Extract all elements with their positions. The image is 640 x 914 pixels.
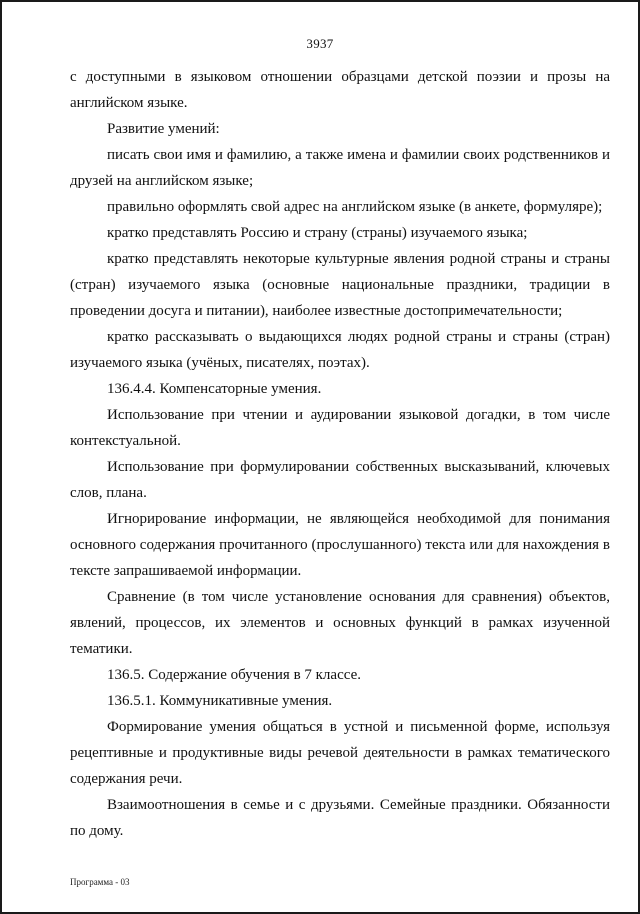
paragraph: Сравнение (в том числе установление основания для сравнения) объектов, явлений, процессов, их элементов и основных функций в рамках изученной тематики. bbox=[70, 589, 610, 657]
paragraph: писать свои имя и фамилию, а также имена и фамилии своих родственников и друзей на английском языке; bbox=[70, 147, 610, 189]
paragraph: правильно оформлять свой адрес на английском языке (в анкете, формуляре); bbox=[107, 199, 603, 215]
paragraph: Формирование умения общаться в устной и письменной форме, используя рецептивные и продуктивные виды речевой деятельности в рамках тематического содержания речи. bbox=[70, 719, 610, 787]
scan-border-top bbox=[0, 0, 640, 2]
paragraph: кратко представлять Россию и страну (страны) изучаемого языка; bbox=[107, 225, 528, 241]
paragraph: Игнорирование информации, не являющейся необходимой для понимания основного содержания прочитанного (прослушанного) текста или для нахождения в тексте запрашиваемой информации. bbox=[70, 511, 610, 579]
section-heading: 136.5.1. Коммуникативные умения. bbox=[107, 693, 333, 709]
section-heading: 136.4.4. Компенсаторные умения. bbox=[107, 381, 322, 397]
page-number: 3937 bbox=[306, 36, 334, 51]
paragraph: Развитие умений: bbox=[107, 121, 220, 137]
paragraph: Взаимоотношения в семье и с друзьями. Семейные праздники. Обязанности по дому. bbox=[70, 797, 610, 839]
section-heading: 136.5. Содержание обучения в 7 классе. bbox=[107, 667, 361, 683]
paragraph: Использование при чтении и аудировании языковой догадки, в том числе контекстуальной. bbox=[70, 407, 610, 449]
scan-border-left bbox=[0, 0, 2, 914]
document-body bbox=[70, 64, 610, 844]
paragraph: кратко рассказывать о выдающихся людях родной страны и страны (стран) изучаемого языка (учёных, писателях, поэтах). bbox=[70, 329, 610, 371]
footer-label: Программа - 03 bbox=[70, 877, 130, 887]
paragraph: кратко представлять некоторые культурные явления родной страны и страны (стран) изучаемого языка (основные национальные праздники, традиции в проведении досуга и питании), наиболее известные достопримечательности; bbox=[70, 251, 610, 319]
paragraph: Использование при формулировании собственных высказываний, ключевых слов, плана. bbox=[70, 459, 610, 501]
paragraph: с доступными в языковом отношении образцами детской поэзии и прозы на английском языке. bbox=[70, 69, 610, 111]
